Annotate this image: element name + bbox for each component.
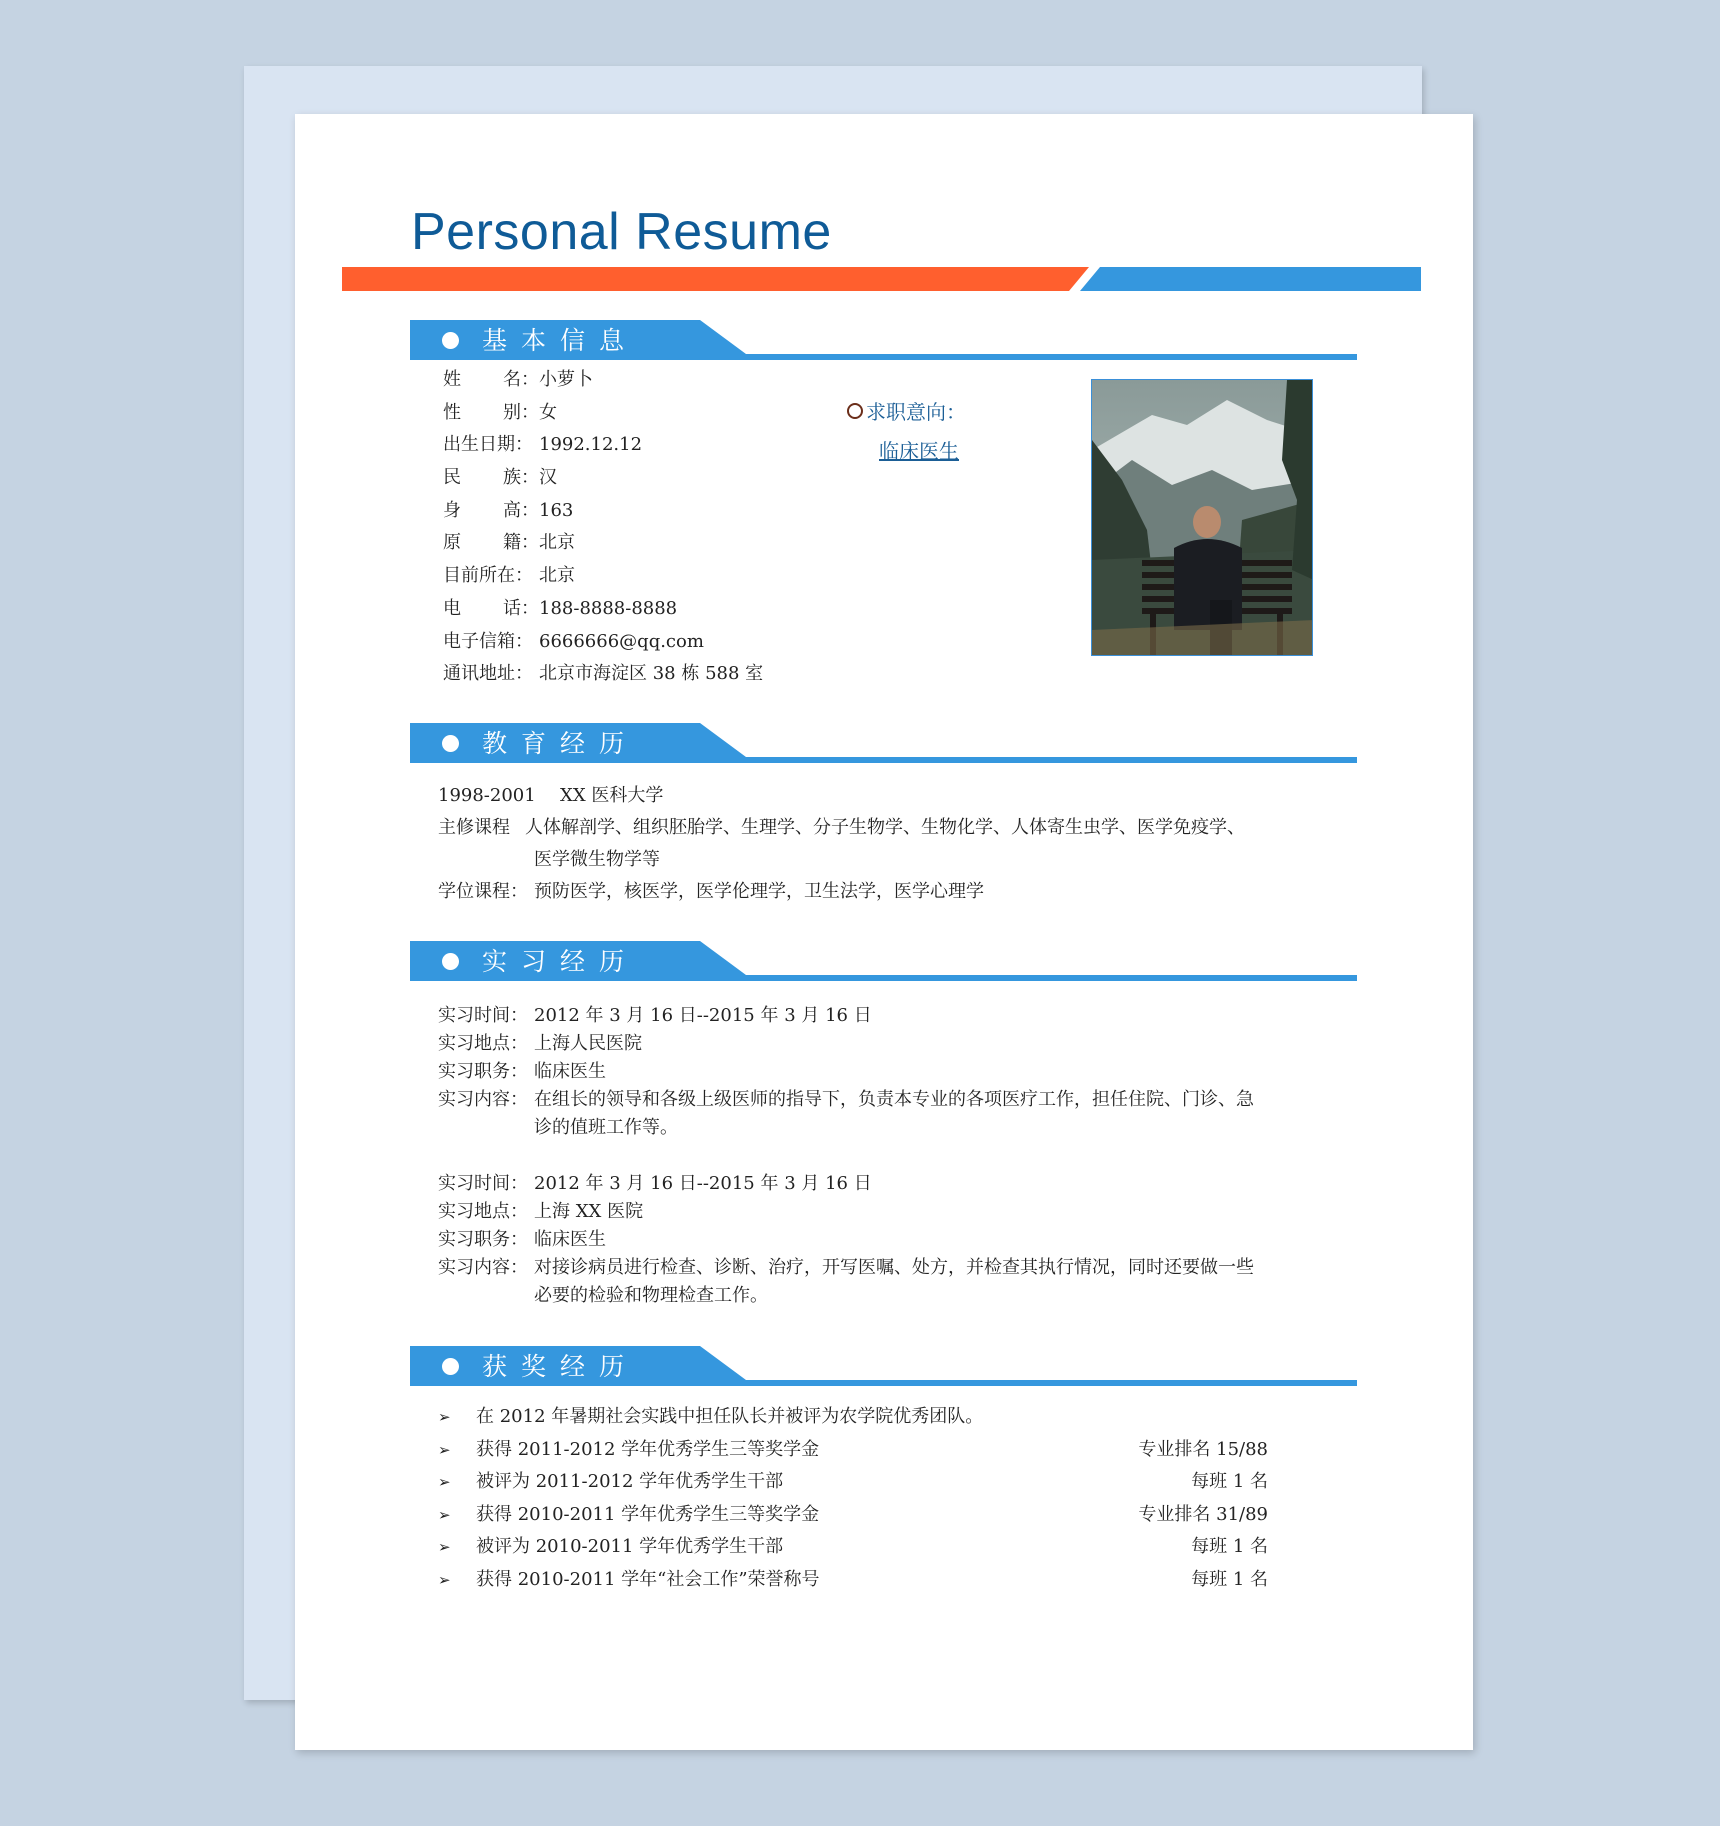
basic-info-row [443,466,763,499]
arrow-bullet-icon: ➢ [438,1570,451,1589]
bullet-dot [442,332,459,349]
section-header-education [410,723,1357,765]
basic-info-key-part: 别： [503,401,539,423]
section-title: 教育经历 [482,729,639,758]
basic-info-value: 北京 [539,532,575,554]
job-intention-label: 求职意向： [866,400,966,424]
award-text: 获得 2011-2012 学年优秀学生三等奖学金 [476,1438,820,1460]
award-text: 被评为 2010-2011 学年优秀学生干部 [476,1536,784,1558]
resume-title: Personal Resume [411,203,832,261]
section-header-awards [410,1346,1357,1388]
intern-role: 临床医生 [534,1229,606,1250]
edu-period: 1998-2001 [438,785,536,806]
basic-info-value: 北京市海淀区 38 栋 588 室 [539,663,764,685]
section-title: 基本信息 [482,326,639,355]
profile-photo [1091,379,1313,656]
basic-info-key [443,466,539,499]
section-header-basic [410,320,1357,362]
basic-info-row [443,499,763,532]
basic-info-value: 163 [539,499,574,521]
basic-info-key-part: 高： [503,499,539,521]
intern-content-label: 实习内容： [438,1089,528,1110]
basic-info-key-part: 族： [503,467,539,489]
award-note [1068,1405,1268,1438]
edu-degree-value: 预防医学，核医学，医学伦理学，卫生法学，医学心理学 [534,881,984,902]
edu-main-line1: 人体解剖学、组织胚胎学、生理学、分子生物学、生物化学、人体寄生虫学、医学免疫学、 [525,817,1245,838]
basic-info-row [443,368,763,401]
arrow-bullet-icon: ➢ [438,1473,451,1492]
intern-content: 在组长的领导和各级上级医师的指导下，负责本专业的各项医疗工作，担任住院、门诊、急诊的值班工作等。 [534,1089,1254,1138]
basic-info-row [443,662,763,695]
photo-landscape [1092,380,1313,656]
intern-content: 对接诊病员进行检查、诊断、治疗，开写医嘱、处方，并检查其执行情况，同时还要做一些必要的检验和物理检查工作。 [534,1257,1254,1306]
job-intention-value[interactable]: 临床医生 [879,439,959,463]
basic-info-value: 6666666@qq.com [539,630,704,652]
section-title: 实习经历 [482,947,639,976]
arrow-bullet-icon: ➢ [438,1440,451,1459]
basic-info-key-part: 姓 [443,369,461,390]
internship-entry [438,1170,1264,1310]
section-title: 获奖经历 [482,1352,639,1381]
arrow-bullet-icon: ➢ [438,1408,451,1426]
basic-info-row [443,531,763,564]
basic-info-key-part: 话： [503,597,539,619]
intern-role-label: 实习职务： [438,1229,528,1250]
basic-info-key-part: 电 [443,597,461,619]
internship-entry [438,1002,1264,1142]
basic-info-key [443,368,539,401]
intern-time: 2012 年 3 月 16 日--2015 年 3 月 16 日 [534,1005,872,1026]
basic-info-key-part: 性 [443,401,461,423]
award-item [438,1405,1268,1438]
award-item [438,1470,1268,1503]
job-intention [847,396,966,464]
award-text: 获得 2010-2011 学年“社会工作”荣誉称号 [476,1568,820,1590]
basic-info-key [443,564,539,597]
basic-info-key [443,433,539,466]
edu-main-line2: 医学微生物学等 [534,849,660,870]
award-text: 在 2012 年暑期社会实践中担任队长并被评为农学院优秀团队。 [476,1406,984,1427]
section-header-internship [410,941,1357,983]
arrow-bullet-icon: ➢ [438,1538,451,1557]
basic-info-key-part: 电子信箱： [443,630,533,652]
basic-info-row [443,401,763,434]
basic-info-key-part: 民 [443,467,461,489]
basic-info-key-part: 身 [443,499,461,521]
basic-info-row [443,564,763,597]
edu-school: XX 医科大学 [560,785,664,806]
basic-info-value: 1992.12.12 [539,434,643,456]
intern-role: 临床医生 [534,1061,606,1082]
awards-list [438,1405,1268,1601]
basic-info-key [443,662,539,695]
basic-info-row [443,433,763,466]
basic-info-key [443,401,539,434]
bullet-dot [442,953,459,970]
award-item [438,1503,1268,1536]
basic-info-key-part: 籍： [503,532,539,554]
basic-info-key [443,499,539,532]
basic-info-key-part: 通讯地址： [443,663,533,685]
basic-info-list [443,368,763,695]
intern-place-label: 实习地点： [438,1033,528,1054]
intern-place: 上海人民医院 [534,1033,642,1054]
award-text: 被评为 2011-2012 学年优秀学生干部 [476,1471,784,1493]
award-text: 获得 2010-2011 学年优秀学生三等奖学金 [476,1503,820,1525]
edu-degree-label: 学位课程： [438,881,528,902]
award-note: 每班 1 名 [1191,1536,1268,1558]
basic-info-value: 188-8888-8888 [539,597,678,619]
basic-info-key-part: 原 [443,532,461,554]
intern-time-label: 实习时间： [438,1005,528,1026]
basic-info-key-part: 出生日期： [443,434,533,456]
award-note: 每班 1 名 [1191,1471,1268,1493]
basic-info-value: 女 [539,401,557,423]
basic-info-value: 北京 [539,565,575,587]
circle-icon [847,403,863,419]
award-item [438,1535,1268,1568]
award-item [438,1568,1268,1601]
intern-place: 上海 XX 医院 [534,1201,644,1222]
basic-info-row [443,597,763,630]
intern-role-label: 实习职务： [438,1061,528,1082]
bullet-dot [442,735,459,752]
intern-place-label: 实习地点： [438,1201,528,1222]
bullet-dot [442,1358,459,1375]
basic-info-value: 汉 [539,467,557,489]
internship-block [438,1002,1264,1310]
award-item [438,1438,1268,1471]
basic-info-key-part: 目前所在： [443,565,533,587]
arrow-bullet-icon: ➢ [438,1505,451,1524]
basic-info-key [443,531,539,564]
award-note: 专业排名 15/88 [1138,1438,1268,1460]
resume-page [295,114,1473,1750]
edu-main-label: 主修课程 [438,817,510,838]
title-stripe [342,267,1421,291]
intern-content-label: 实习内容： [438,1257,528,1278]
intern-time-label: 实习时间： [438,1173,528,1194]
basic-info-key-part: 名： [503,369,539,390]
basic-info-key [443,597,539,630]
basic-info-row [443,630,763,663]
basic-info-key [443,630,539,663]
education-block [438,780,1245,908]
award-note: 专业排名 31/89 [1138,1503,1268,1525]
intern-time: 2012 年 3 月 16 日--2015 年 3 月 16 日 [534,1173,872,1194]
award-note: 每班 1 名 [1191,1568,1268,1590]
basic-info-value: 小萝卜 [539,369,593,390]
